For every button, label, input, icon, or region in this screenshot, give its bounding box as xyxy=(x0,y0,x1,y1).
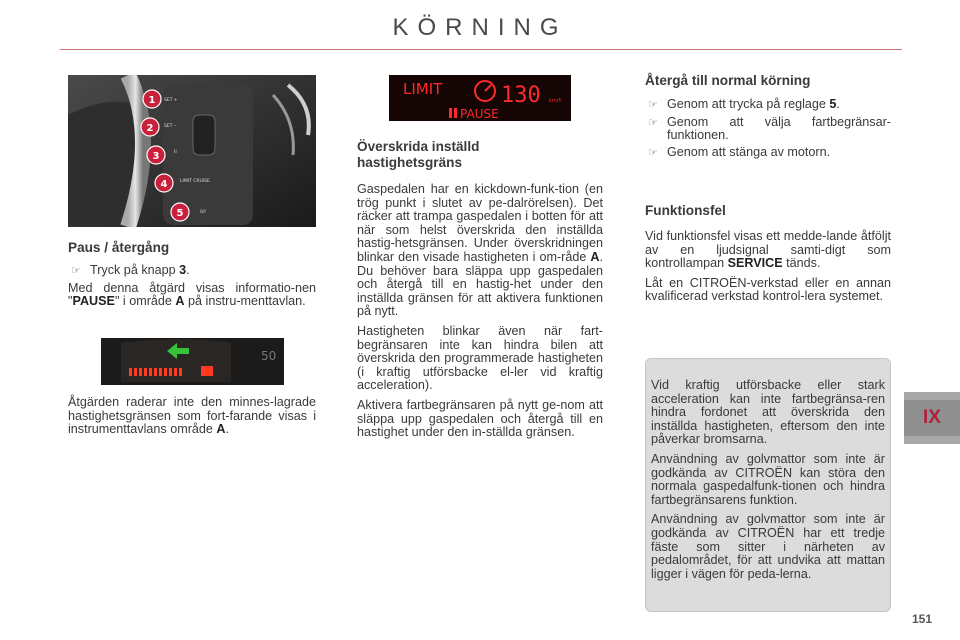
normal-driving-heading: Återgå till normal körning xyxy=(645,73,811,88)
note-paragraph-3: Användning av golvmattor som inte är godkända av CITROËN har ett tredje fäste som sitter i närheten av pedalområdet, för att undvika att mattan ligger i vägen för peda-lerna. xyxy=(651,512,885,581)
area-label: A xyxy=(175,294,185,309)
fault-section xyxy=(645,203,891,310)
button-label-limit-cruise: LIMIT CRUISE xyxy=(180,179,210,184)
erase-paragraph xyxy=(68,396,316,437)
list-item xyxy=(68,264,316,279)
pointing-hand-icon: ☞ xyxy=(648,99,658,111)
left-column-bottom xyxy=(68,396,316,443)
left-column xyxy=(68,240,316,315)
chapter-tab[interactable]: IX xyxy=(904,400,960,436)
text: Åtgärden raderar inte den minnes-lagrade hastighetsgränsen som fort-farande visas i instrumenttavlans område xyxy=(68,395,316,437)
list-item xyxy=(645,98,891,113)
list-item xyxy=(645,116,891,143)
kickdown-paragraph xyxy=(357,183,603,319)
pause-heading: Paus / återgång xyxy=(68,240,170,255)
reactivate-paragraph: Aktivera fartbegränsaren på nytt ge-nom att släppa upp gaspedalen och återgå till en hastighet under den in-ställda gränsen. xyxy=(357,397,603,440)
area-label: A xyxy=(590,249,600,264)
text: tänds. xyxy=(782,256,821,271)
note-box xyxy=(645,358,891,612)
text: Med denna åtgärd visas informatio-nen " xyxy=(68,280,316,309)
cluster-speed-mark: 50 xyxy=(261,349,277,363)
button-number: 3 xyxy=(179,263,187,277)
button-label-pause: II xyxy=(174,150,177,155)
badge-4: 4 xyxy=(160,179,168,190)
text: " i område xyxy=(114,294,176,309)
blinking-paragraph: Hastigheten blinkar även när fart-begränsaren inte kan hindra bilen att överskrida den programmerade hastigheten (i kraftig utförsbacke el-ler vid kraftig acceleration). xyxy=(357,323,603,393)
text: . xyxy=(225,422,230,437)
pointing-hand-icon: ☞ xyxy=(648,116,658,129)
display-pause-text: PAUSE xyxy=(460,107,499,121)
badge-2: 2 xyxy=(146,123,154,134)
bullet-text: Tryck på knapp xyxy=(90,263,180,277)
text: på instru-menttavlan. xyxy=(184,294,306,309)
pointing-hand-icon: ☞ xyxy=(648,146,658,159)
punctuation: . xyxy=(186,263,190,277)
exceed-heading: Överskrida inställd hastighetsgräns xyxy=(357,139,480,170)
page-number: 151 xyxy=(912,612,933,626)
middle-column xyxy=(357,139,603,446)
pause-bar-icon xyxy=(449,108,452,118)
note-paragraph-2: Användning av golvmattor som inte är godkända av CITROËN kan störa den normala gaspedalfunk-tionen och hindra fartbegränsarens funktion. xyxy=(651,451,885,507)
control-number: 5 xyxy=(829,97,837,111)
display-limit-text: LIMIT xyxy=(403,80,443,98)
bullet-text: Genom att stänga av motorn. xyxy=(667,144,831,159)
display-speed: 130 xyxy=(501,83,541,108)
note-paragraph-1: Vid kraftig utförsbacke eller stark acceleration kan inte fartbegränsa-ren hindra fordonet att överskrida den inställda hastigheten, eftersom den inte påverkar bromsarna. xyxy=(651,378,885,447)
right-column xyxy=(645,73,891,163)
list-item xyxy=(645,146,891,161)
page-title: KÖRNING xyxy=(392,14,568,41)
fault-heading: Funktionsfel xyxy=(645,203,726,218)
button-label-set-minus: SET – xyxy=(164,124,177,129)
bullet-text: Genom att välja fartbegränsar-funktionen. xyxy=(667,114,891,143)
workshop-paragraph: Låt en CITROËN-verkstad eller en annan kvalificerad verkstad kontrol-lera systemet. xyxy=(645,275,891,304)
bullet-text: Genom att trycka på reglage xyxy=(667,97,830,111)
service-keyword: SERVICE xyxy=(727,256,783,271)
punctuation: . xyxy=(836,97,840,111)
fault-paragraph xyxy=(645,230,891,271)
text: Gaspedalen har en kickdown-funk-tion (en trög punkt i slutet av pe-dalrörelsen). Det räcker att trampa gaspedalen i botten för att när som helst överskrida den inställda hastig-hetsgränsen. Under överskridningen blinkar den visade hastigheten i om-råde xyxy=(357,182,603,264)
instrument-cluster-image xyxy=(101,338,284,385)
button-label-set-plus: SET + xyxy=(164,98,178,103)
display-unit: km/h xyxy=(549,98,562,104)
header-divider xyxy=(60,49,902,50)
pause-paragraph xyxy=(68,282,316,309)
steering-wheel-controls-image xyxy=(68,75,316,227)
badge-3: 3 xyxy=(152,151,160,162)
text: . Du behöver bara släppa upp gaspedalen och återgå till en hastig-het under den inställda gränsen för att aktivera funktionen på nytt. xyxy=(357,249,603,319)
area-label: A xyxy=(216,422,226,437)
pointing-hand-icon: ☞ xyxy=(71,265,81,277)
limit-display-image xyxy=(389,75,571,121)
badge-5: 5 xyxy=(176,208,184,219)
text: Vid funktionsfel visas ett medde-lande åtföljt av en ljudsignal samti-digt som kontrollampan xyxy=(645,229,891,271)
button-label-on-off: 0/I xyxy=(200,210,206,215)
pause-keyword: PAUSE xyxy=(72,294,115,309)
badge-1: 1 xyxy=(148,95,156,106)
